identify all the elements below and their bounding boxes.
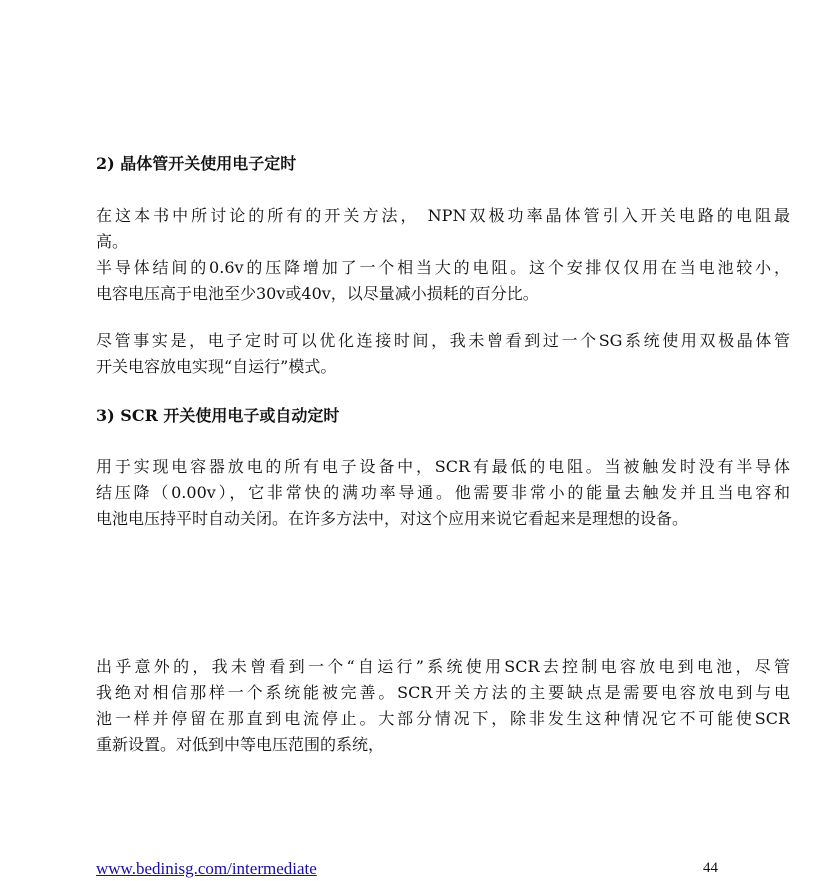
paragraph-self-running-system <box>96 654 790 758</box>
paragraph-scr-resistance <box>96 454 790 532</box>
text-line: 我绝对相信那样一个系统能被完善。SCR开关方法的主要缺点是需要电容放电到与电 <box>96 683 790 702</box>
text-line: 池一样并停留在那直到电流停止。大部分情况下，除非发生这种情况它不可能使SCR <box>96 709 790 728</box>
text-line: 电容电压高于电池至少30v或40v，以尽量减小损耗的百分比。 <box>96 284 539 303</box>
section-heading-scr-switch: 3) SCR 开关使用电子或自动定时 <box>96 406 340 425</box>
text-line: 尽管事实是，电子定时可以优化连接时间，我未曾看到过一个SG系统使用双极晶体管 <box>96 331 790 350</box>
text-line: 半导体结间的0.6v的压降增加了一个相当大的电阻。这个安排仅仅用在当电池较小， <box>96 258 790 277</box>
text-line: 开关电容放电实现“自运行”模式。 <box>96 357 337 376</box>
paragraph-switching-methods <box>96 203 790 307</box>
footer-website-link[interactable]: www.bedinisg.com/intermediate <box>96 859 317 878</box>
text-line: 用于实现电容器放电的所有电子设备中，SCR有最低的电阻。当被触发时没有半导体 <box>96 457 790 476</box>
text-line: 重新设置。对低到中等电压范围的系统， <box>96 735 385 754</box>
section-heading-transistor-switch: 2) 晶体管开关使用电子定时 <box>96 154 297 173</box>
text-line: 出乎意外的，我未曾看到一个“自运行”系统使用SCR去控制电容放电到电池，尽管 <box>96 657 790 676</box>
text-line: 电池电压持平时自动关闭。在许多方法中，对这个应用来说它看起来是理想的设备。 <box>96 509 689 528</box>
text-line: 结压降（0.00v），它非常快的满功率导通。他需要非常小的能量去触发并且当电容和 <box>96 483 790 502</box>
page-number: 44 <box>703 860 718 876</box>
text-line: 高。 <box>96 232 129 251</box>
text-line: 在这本书中所讨论的所有的开关方法， NPN双极功率晶体管引入开关电路的电阻最 <box>96 206 790 225</box>
paragraph-electronic-timing <box>96 328 790 380</box>
